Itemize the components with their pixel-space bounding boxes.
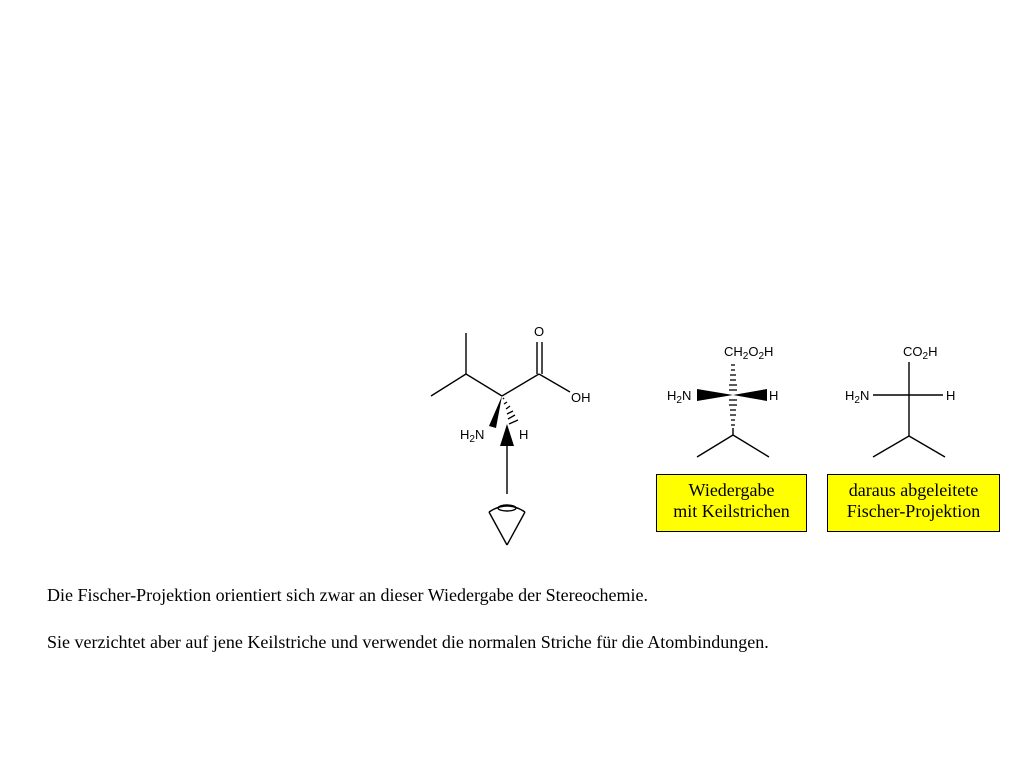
wedge-projection-top-group: $CH_2O_2H$ [724,344,774,362]
wedge-projection-left-wedge [697,389,733,401]
amino-label: $H_2N$ [460,427,485,445]
wedge-label-line-2: mit Keilstrichen [673,501,790,521]
fischer-projection-top-group: $CO_2H$ [903,344,938,362]
view-arrow-head [500,424,514,446]
fischer-projection-bonds [873,362,945,457]
wedge-projection-top-hashes [729,365,737,390]
wedge-projection [667,344,778,457]
hydroxyl-bond [539,374,570,392]
carbonyl-oxygen-label: O [534,324,545,339]
wedge-projection-right-group: H [769,388,779,403]
fischer-label-line-1: daraus abgeleitete [848,480,979,500]
wedge-label-line-1: Wiedergabe [688,480,775,500]
wedge-projection-right-wedge [733,389,767,401]
fischer-projection-left-group: $H_2N$ [845,388,870,406]
fischer-projection [845,344,955,457]
eye-icon [489,505,525,545]
hashed-bond-hydrogen [503,398,518,424]
caption-line-2: Sie verzichtet aber auf jene Keilstriche und verwendet die normalen Striche für die Atombindungen. [47,632,769,652]
wedge-projection-left-group: $H_2N$ [667,388,692,406]
carboxyl-bond [502,374,539,396]
valine-skeletal-structure [431,333,570,396]
wedge-bond-amino [489,396,502,428]
wedge-projection-bottom-hashes [729,400,737,425]
hydroxyl-label: OH [571,390,591,405]
methyl-bond-left [431,374,466,396]
fischer-projection-label-box [827,474,1000,532]
hydrogen-label: H [519,427,529,442]
wedge-projection-isopropyl [697,428,769,457]
caption-line-1: Die Fischer-Projektion orientiert sich zwar an dieser Wiedergabe der Stereochemie. [47,585,649,605]
wedge-projection-label-box [656,474,807,532]
fischer-projection-right-group: H [946,388,956,403]
isopropyl-bond [466,374,502,396]
fischer-label-line-2: Fischer-Projektion [846,501,981,521]
